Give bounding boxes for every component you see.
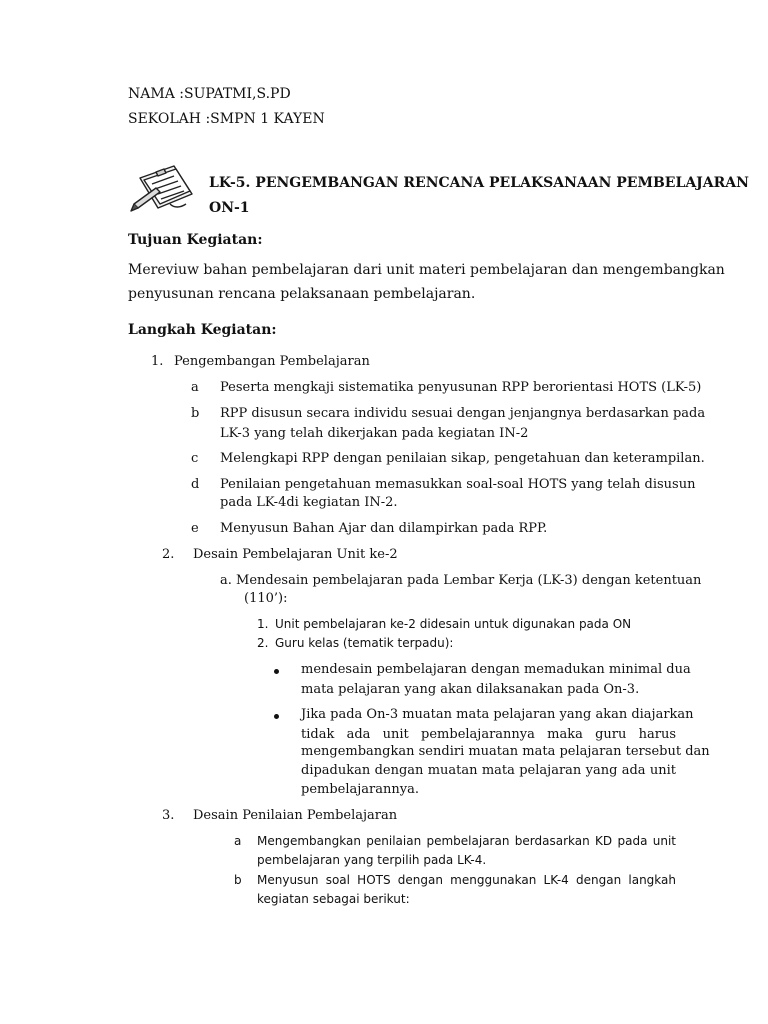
section-1-number: 1. [151,354,164,369]
s2-bullet-2-text-4: dipadukan dengan muatan mata pelajaran yang ada unit [301,763,676,778]
s1-item-b-text-1: RPP disusun secara individu sesuai dengan jenjangnya berdasarkan pada [220,406,706,421]
langkah-heading: Langkah Kegiatan: [128,322,277,338]
title-line-1: LK-5. PENGEMBANGAN RENCANA PELAKSANAAN PEMBELAJARAN [209,175,749,191]
s1-item-a-text: Peserta mengkaji sistematika penyusunan RPP berorientasi HOTS (LK-5) [220,380,702,395]
s3-item-a-letter: a [234,834,242,848]
s1-item-e-text: Menyusun Bahan Ajar dan dilampirkan pada RPP. [220,521,548,536]
s1-item-d-text-1: Penilaian pengetahuan memasukkan soal-soal HOTS yang telah disusun [220,477,696,492]
s2-item-a-text-2: (110’): [244,591,288,606]
s2-bullet-2-text-3: mengembangkan sendiri muatan mata pelajaran tersebut dan [301,744,710,759]
nama-line: NAMA :SUPATMI,S.PD [128,86,291,102]
section-2-title: Desain Pembelajaran Unit ke-2 [193,547,398,562]
clipboard-pencil-icon [130,160,202,214]
s2-sub-2-number: 2. [257,636,269,650]
s1-item-d-text-2: pada LK-4di kegiatan IN-2. [220,495,398,510]
sekolah-line: SEKOLAH :SMPN 1 KAYEN [128,111,325,127]
s1-item-d-letter: d [191,477,200,492]
s2-bullet-2-text-1: Jika pada On-3 muatan mata pelajaran yang akan diajarkan [301,707,694,722]
s1-item-b-letter: b [191,406,200,421]
s2-bullet-1-text-1: mendesain pembelajaran dengan memadukan minimal dua [301,662,691,677]
s2-sub-1-text: Unit pembelajaran ke-2 didesain untuk digunakan pada ON [275,617,632,631]
title-line-2: ON-1 [209,200,250,216]
s2-bullet-1-text-2: mata pelajaran yang akan dilaksanakan pada On-3. [301,682,640,697]
s2-sub-2-text: Guru kelas (tematik terpadu): [275,636,454,650]
s2-bullet-2-text-5: pembelajarannya. [301,782,419,797]
s3-item-a-text-2: pembelajaran yang terpilih pada LK-4. [257,853,487,867]
s3-item-b-letter: b [234,873,242,887]
s2-item-a-text-1: a. Mendesain pembelajaran pada Lembar Kerja (LK-3) dengan ketentuan [220,573,702,588]
section-3-title: Desain Penilaian Pembelajaran [193,808,398,823]
s1-item-e-letter: e [191,521,199,536]
s2-sub-1-number: 1. [257,617,269,631]
s1-item-b-text-2: LK-3 yang telah dikerjakan pada kegiatan IN-2 [220,426,529,441]
s3-item-b-text-1: Menyusun soal HOTS dengan menggunakan LK-4 dengan langkah [257,873,676,887]
s1-item-a-letter: a [191,380,199,395]
tujuan-text-line-2: penyusunan rencana pelaksanaan pembelajaran. [128,286,476,302]
section-2-number: 2. [162,547,175,562]
s2-bullet-2-text-2: tidak ada unit pembelajarannya maka guru harus [301,727,676,742]
section-1-title: Pengembangan Pembelajaran [174,354,370,369]
section-3-number: 3. [162,808,175,823]
s3-item-b-text-2: kegiatan sebagai berikut: [257,892,410,906]
tujuan-text-line-1: Mereviuw bahan pembelajaran dari unit materi pembelajaran dan mengembangkan [128,262,725,278]
bullet-marker [274,714,279,719]
s1-item-c-text: Melengkapi RPP dengan penilaian sikap, pengetahuan dan keterampilan. [220,451,705,466]
s3-item-a-text-1: Mengembangkan penilaian pembelajaran berdasarkan KD pada unit [257,834,676,848]
bullet-marker [274,669,279,674]
tujuan-heading: Tujuan Kegiatan: [128,232,263,248]
s1-item-c-letter: c [191,451,199,466]
